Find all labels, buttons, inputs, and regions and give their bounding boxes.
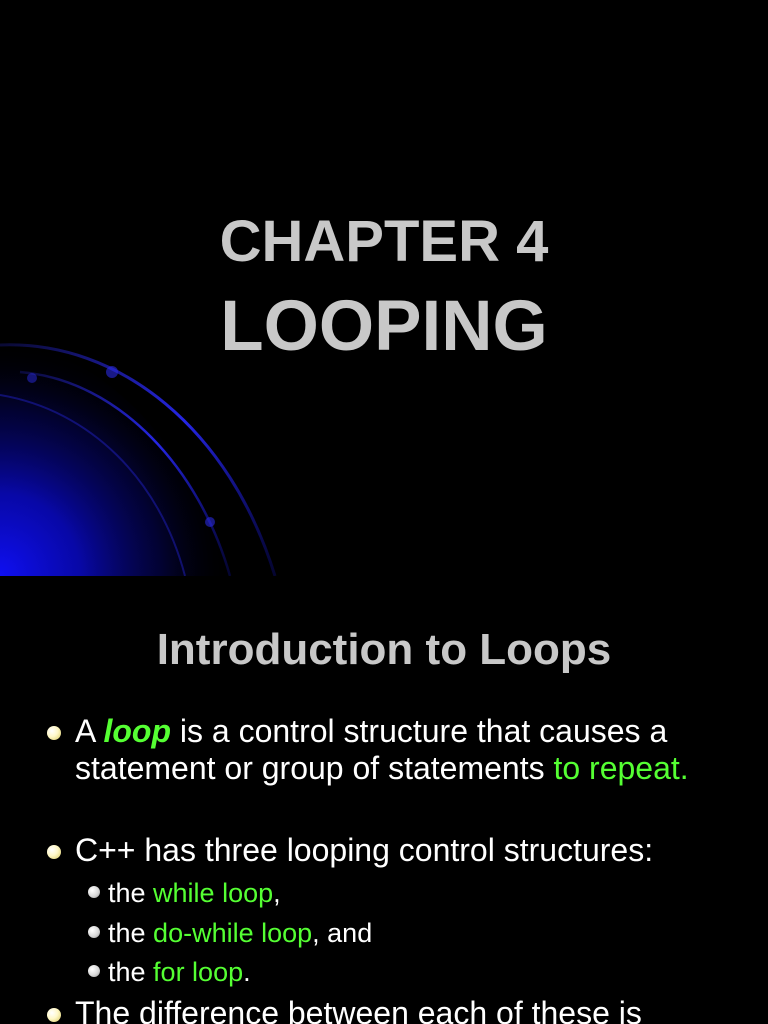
keyword-loop: loop [103, 713, 171, 749]
sub-prefix: the [108, 878, 154, 908]
bullet-text: The difference between each of these is [75, 995, 642, 1024]
sub-bullet-do-while [108, 916, 728, 950]
bullet-text: C++ has three looping control structures: [75, 832, 654, 868]
chapter-heading: CHAPTER 4 [219, 209, 549, 274]
bullet-control-structures [75, 832, 735, 869]
sub-bullet-icon [88, 886, 100, 898]
sub-suffix: , and [312, 918, 373, 948]
sub-suffix: , [273, 878, 281, 908]
bullet-prefix: A [75, 713, 104, 749]
sub-suffix: . [243, 957, 251, 987]
bullet-text: is a control structure that causes a statement or group of statements [75, 713, 668, 786]
sub-prefix: the [108, 918, 154, 948]
bullet-icon [47, 1008, 61, 1022]
highlight-for-loop: for loop [153, 957, 244, 987]
chapter-title: LOOPING [220, 287, 548, 366]
bullet-icon [47, 726, 61, 740]
highlight-while-loop: while loop [153, 878, 274, 908]
sub-bullet-for [108, 955, 728, 989]
slide-title: Introduction to Loops [156, 625, 612, 674]
sub-bullet-while [108, 876, 728, 910]
bullet-difference [75, 995, 735, 1024]
sub-bullet-icon [88, 965, 100, 977]
bullet-loop-definition [75, 713, 735, 787]
sub-bullet-icon [88, 926, 100, 938]
sub-prefix: the [108, 957, 154, 987]
bullet-icon [47, 845, 61, 859]
content-slide [0, 576, 768, 1024]
highlight-text: to repeat. [553, 750, 689, 786]
highlight-do-while-loop: do-while loop [153, 918, 313, 948]
